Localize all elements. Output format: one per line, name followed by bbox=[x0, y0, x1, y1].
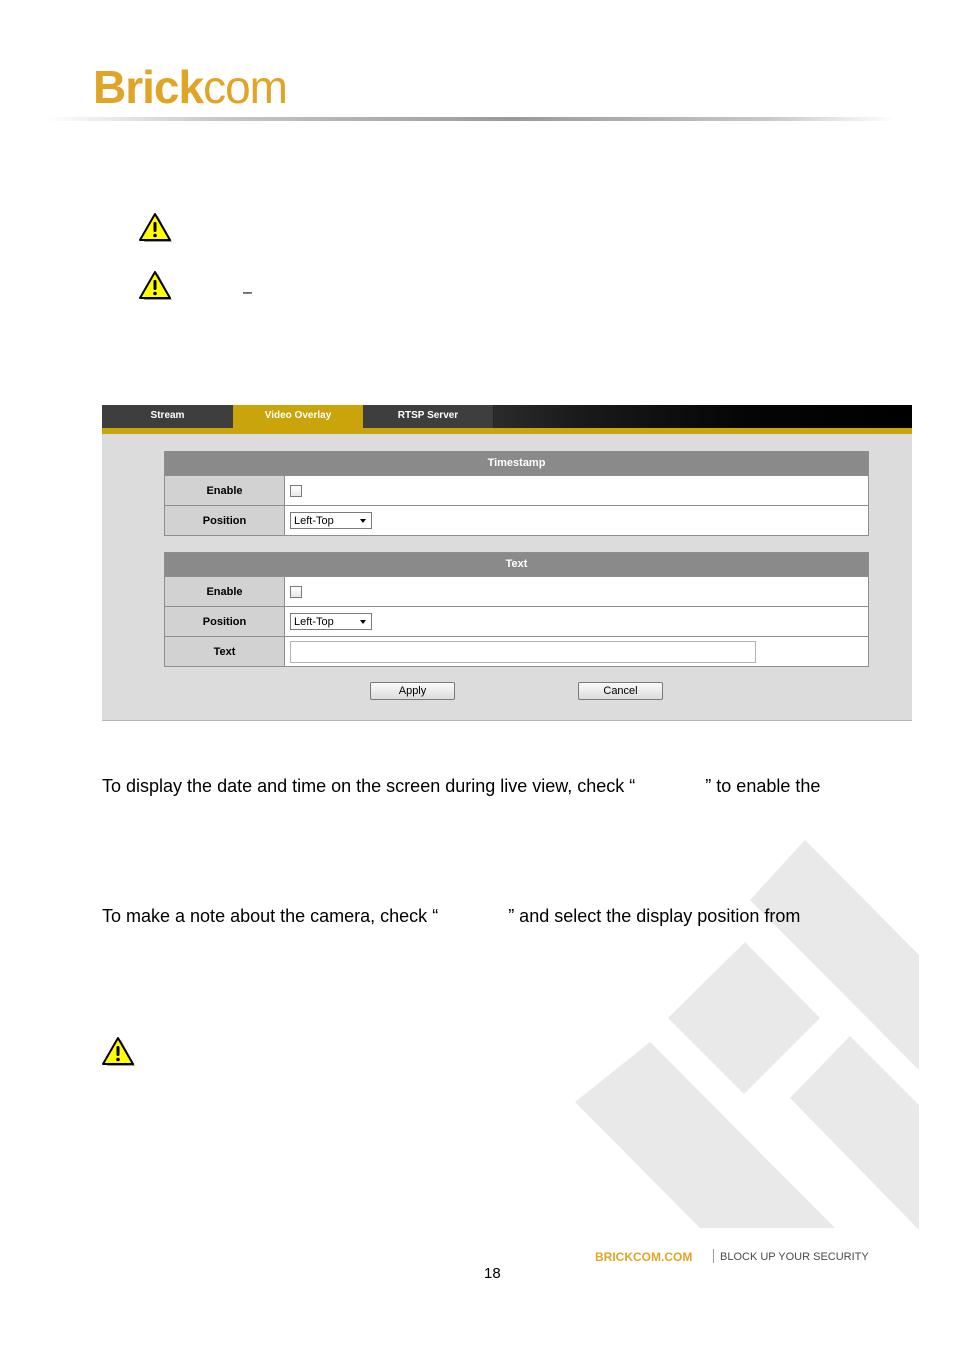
paragraph-text-b: ” and select the display position from bbox=[508, 906, 801, 926]
page-number: 18 bbox=[484, 1265, 501, 1282]
logo-brick-text: Brick bbox=[93, 61, 204, 113]
warning-icon bbox=[139, 212, 173, 244]
text-position-value: Left-Top bbox=[294, 616, 334, 628]
paragraph-timestamp-b: ” to enable the bbox=[705, 776, 821, 796]
footer-brand: BRICKCOM.COM bbox=[595, 1250, 693, 1264]
brickcom-watermark bbox=[560, 840, 920, 1230]
chevron-down-icon bbox=[360, 620, 366, 624]
text-enable-row bbox=[165, 576, 868, 606]
paragraph-text-a: To make a note about the camera, check “ bbox=[102, 906, 439, 926]
warning-icon bbox=[102, 1036, 136, 1068]
text-header: Text bbox=[165, 553, 868, 576]
text-position-select[interactable] bbox=[290, 613, 372, 630]
timestamp-enable-checkbox[interactable] bbox=[290, 485, 302, 497]
tab-underline bbox=[102, 428, 912, 434]
tab-rtsp-server[interactable]: RTSP Server bbox=[363, 405, 494, 428]
timestamp-position-select[interactable] bbox=[290, 512, 372, 529]
paragraph-text bbox=[102, 906, 800, 926]
text-enable-label: Enable bbox=[165, 577, 285, 606]
text-position-row bbox=[165, 606, 868, 636]
timestamp-section bbox=[164, 451, 869, 536]
video-overlay-panel bbox=[102, 405, 912, 721]
footer-divider bbox=[713, 1249, 714, 1263]
tab-video-overlay[interactable]: Video Overlay bbox=[233, 405, 363, 428]
warning-icon bbox=[139, 270, 173, 302]
timestamp-position-row bbox=[165, 505, 868, 535]
text-position-label: Position bbox=[165, 607, 285, 636]
cancel-button[interactable]: Cancel bbox=[578, 682, 663, 700]
text-text-label: Text bbox=[165, 637, 285, 666]
logo-com-text: com bbox=[203, 61, 287, 113]
tab-bar-filler bbox=[494, 405, 912, 428]
note-dash: – bbox=[243, 284, 252, 301]
header-divider bbox=[45, 117, 895, 121]
paragraph-timestamp-a: To display the date and time on the screen during live view, check “ bbox=[102, 776, 636, 796]
timestamp-header: Timestamp bbox=[165, 452, 868, 475]
timestamp-position-value: Left-Top bbox=[294, 515, 334, 527]
apply-button[interactable]: Apply bbox=[370, 682, 455, 700]
timestamp-position-label: Position bbox=[165, 506, 285, 535]
text-enable-checkbox[interactable] bbox=[290, 586, 302, 598]
timestamp-enable-row bbox=[165, 475, 868, 505]
text-text-row bbox=[165, 636, 868, 666]
brickcom-logo bbox=[93, 62, 287, 112]
text-section bbox=[164, 552, 869, 667]
overlay-text-input[interactable] bbox=[290, 641, 756, 663]
tab-stream[interactable]: Stream bbox=[102, 405, 234, 428]
chevron-down-icon bbox=[360, 519, 366, 523]
paragraph-timestamp bbox=[102, 776, 820, 796]
footer-slogan: BLOCK UP YOUR SECURITY bbox=[720, 1251, 869, 1263]
timestamp-enable-label: Enable bbox=[165, 476, 285, 505]
